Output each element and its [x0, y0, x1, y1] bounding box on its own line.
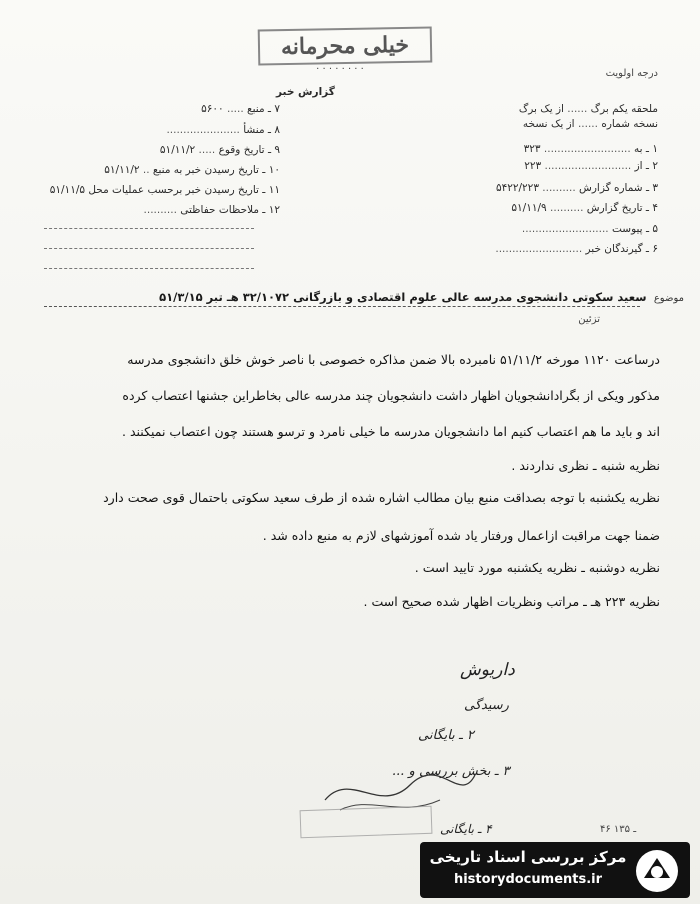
body-line-8: نظریه ۲۲۳ هـ ـ مراتب ونظریات اظهار شده صحیح است . [363, 594, 660, 609]
body-line-6: ضمنا جهت مراقبت ازاعمال ورفتار یاد شده آموزشهای لازم به منبع داده شد . [262, 528, 660, 543]
priority-label: درجه اولویت [605, 68, 658, 79]
field-news-arrival-date: ۱۱ ـ تاریخ رسیدن خبر برحسب عملیات محل ۵۱/۱۱/۵ [49, 184, 280, 196]
body-line-2: مذکور ویکی از بگرادانشجویان اظهار داشت دانشجویان چند مدرسه عالی بخاطراین جشنها اعتصاب کرده [122, 388, 660, 403]
blank-line [44, 268, 254, 269]
report-type: گزارش خبر [276, 86, 335, 98]
field-to: ۱ ـ به .......................... ۳۲۳ [523, 143, 658, 155]
signature-4: ۳ ـ بخش بررسی و ... [392, 764, 510, 779]
field-recipients: ۶ ـ گیرندگان خبر .......................... [495, 243, 658, 255]
field-attachment: ۵ ـ پیوست .......................... [521, 223, 658, 235]
signature-1: داریوش [460, 660, 515, 680]
field-news-to-source-date: ۱۰ ـ تاریخ رسیدن خبر به منبع .. ۵۱/۱۱/۲ [104, 164, 280, 176]
stamp-subtext: · · · · · · · · [316, 64, 364, 75]
subject-text: سعید سکوتی دانشجوی مدرسه عالی علوم اقتصادی و بازرگانی ۳۲/۱۰۷۲ هـ تبر ۵۱/۳/۱۵ [159, 290, 647, 304]
signature-5: ۴ ـ بایگانی [440, 822, 492, 836]
watermark-title: مرکز بررسی اسناد تاریخی [429, 848, 627, 866]
footer-code: ۴۶ ـ ۱۳۵ [600, 824, 637, 835]
subject-underline [44, 306, 640, 307]
body-line-5: نظریه یکشنبه با توجه بصداقت منبع بیان مطالب اشاره شده از طرف سعید سکوتی باحتمال قوی صحت دارد [103, 490, 660, 505]
subject-line [44, 290, 684, 304]
watermark-url: historydocuments.ir [453, 872, 603, 887]
body-line-4: نظریه شنبه ـ نظری نداردند . [511, 458, 660, 473]
field-attachment-page: ملحقه یکم برگ ...... از یک برگ [518, 103, 658, 115]
footer-stamp [300, 806, 433, 839]
signature-2: رسیدگی [464, 698, 509, 713]
field-report-date: ۴ ـ تاریخ گزارش .......... ۵۱/۱۱/۹ [511, 202, 658, 214]
blank-line [44, 248, 254, 249]
signature-3: ۲ ـ بایگانی [418, 728, 474, 743]
archive-logo-icon [634, 848, 680, 894]
field-from: ۲ ـ از .......................... ۲۲۳ [524, 160, 658, 172]
field-origin: ۸ ـ منشأ ...................... [166, 124, 280, 136]
body-line-3: اند و باید ما هم اعتصاب کنیم اما دانشجویان مدرسه ما خیلی نامرد و ترسو هستند چون اعتصاب نمیکنند . [122, 424, 660, 439]
field-copy-number: نسخه شماره ...... از یک نسخه [522, 118, 658, 130]
field-security-notes: ۱۲ ـ ملاحظات حفاظتی .......... [143, 204, 280, 216]
body-line-7: نظریه دوشنبه ـ نظریه یکشنبه مورد تایید است . [414, 560, 660, 575]
subject-note: تزئین [578, 314, 600, 325]
blank-line [44, 228, 254, 229]
field-report-number: ۳ ـ شماره گزارش .......... ۵۴۲۲/۲۲۳ [495, 182, 658, 194]
subject-label: موضوع [653, 293, 684, 304]
field-source: ۷ ـ منبع ..... ۵۶۰۰ [201, 103, 280, 115]
classification-stamp: خیلی محرمانه [258, 26, 433, 65]
body-line-1: درساعت ۱۱۲۰ مورخه ۵۱/۱۱/۲ نامبرده بالا ضمن مذاکره خصوصی با ناصر خوش خلق دانشجوی مدرسه [127, 352, 660, 367]
field-event-date: ۹ ـ تاریخ وقوع ..... ۵۱/۱۱/۲ [159, 144, 280, 156]
